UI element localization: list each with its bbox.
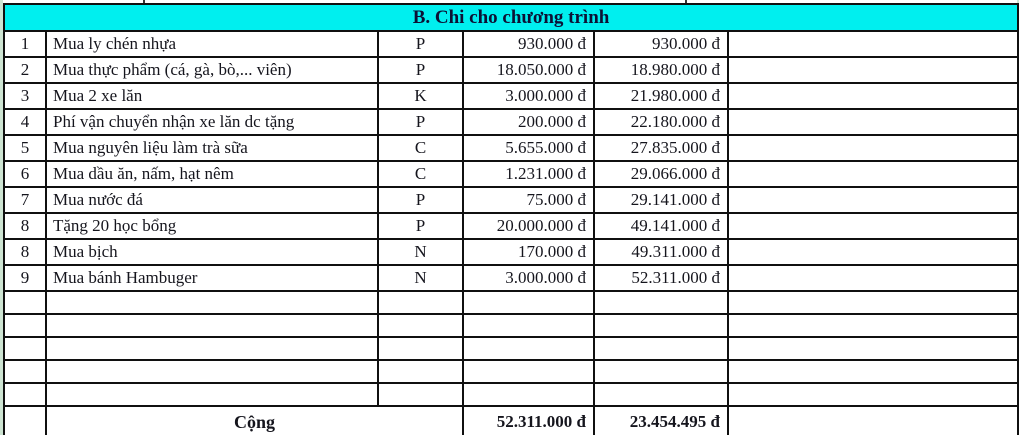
cell-total[interactable]: 29.141.000 đ (594, 187, 728, 213)
cell-amount[interactable]: 200.000 đ (463, 109, 594, 135)
cell-cat[interactable]: N (378, 239, 463, 265)
table-row (4, 31, 1018, 57)
cell-desc[interactable] (46, 291, 378, 314)
cell-extra[interactable] (728, 83, 1018, 109)
empty-row (4, 360, 1018, 383)
expense-table (3, 3, 1019, 435)
cell-no[interactable]: 6 (4, 161, 46, 187)
cell-extra[interactable] (728, 213, 1018, 239)
cell-cat[interactable]: P (378, 57, 463, 83)
cell-extra[interactable] (728, 314, 1018, 337)
cell-total[interactable]: 22.180.000 đ (594, 109, 728, 135)
cell-extra[interactable] (728, 406, 1018, 435)
cell-desc[interactable]: Mua thực phẩm (cá, gà, bò,... viên) (46, 57, 378, 83)
cell-no[interactable]: 8 (4, 213, 46, 239)
cell-no[interactable]: 9 (4, 265, 46, 291)
cell-total[interactable]: 27.835.000 đ (594, 135, 728, 161)
cell-desc[interactable] (46, 337, 378, 360)
cell-amount[interactable]: 75.000 đ (463, 187, 594, 213)
cell-desc[interactable]: Mua 2 xe lăn (46, 83, 378, 109)
cell-amount[interactable] (463, 360, 594, 383)
empty-row (4, 383, 1018, 406)
cell-extra[interactable] (728, 109, 1018, 135)
cell-extra[interactable] (728, 31, 1018, 57)
cell-no[interactable]: 1 (4, 31, 46, 57)
cell-total[interactable]: 49.311.000 đ (594, 239, 728, 265)
cell-no[interactable] (4, 291, 46, 314)
cell-cat[interactable]: C (378, 135, 463, 161)
cell-cat[interactable]: P (378, 213, 463, 239)
cell-desc[interactable]: Mua bịch (46, 239, 378, 265)
table-row (4, 187, 1018, 213)
cell-total[interactable] (594, 291, 728, 314)
cell-cat[interactable]: P (378, 31, 463, 57)
cell-total[interactable] (594, 337, 728, 360)
cell-extra[interactable] (728, 187, 1018, 213)
cell-amount[interactable] (463, 314, 594, 337)
cell-cat[interactable] (378, 360, 463, 383)
cell-amount[interactable]: 3.000.000 đ (463, 83, 594, 109)
table-row (4, 83, 1018, 109)
cell-amount[interactable]: 3.000.000 đ (463, 265, 594, 291)
cell-amount[interactable]: 170.000 đ (463, 239, 594, 265)
cell-no[interactable] (4, 314, 46, 337)
cell-no[interactable]: 5 (4, 135, 46, 161)
cell-extra[interactable] (728, 360, 1018, 383)
cell-amount[interactable]: 930.000 đ (463, 31, 594, 57)
cell-amount[interactable]: 5.655.000 đ (463, 135, 594, 161)
cell-total[interactable] (594, 360, 728, 383)
cell-total[interactable]: 52.311.000 đ (594, 265, 728, 291)
empty-row (4, 314, 1018, 337)
cell-amount[interactable] (463, 337, 594, 360)
table-row (4, 109, 1018, 135)
table-row (4, 239, 1018, 265)
cell-amount[interactable] (463, 383, 594, 406)
cell-desc[interactable]: Tặng 20 học bổng (46, 213, 378, 239)
cell-extra[interactable] (728, 291, 1018, 314)
cell-amount[interactable]: 20.000.000 đ (463, 213, 594, 239)
cell-extra[interactable] (728, 135, 1018, 161)
empty-row (4, 291, 1018, 314)
cell-desc[interactable]: Mua ly chén nhựa (46, 31, 378, 57)
cell-cat[interactable]: P (378, 187, 463, 213)
empty-row (4, 337, 1018, 360)
cell-total[interactable]: 21.980.000 đ (594, 83, 728, 109)
section-title-cell[interactable]: B. Chi cho chương trình (4, 4, 1018, 31)
cell-no[interactable]: 3 (4, 83, 46, 109)
cell-desc[interactable] (46, 314, 378, 337)
section-title-row (4, 4, 1018, 31)
cell-extra[interactable] (728, 383, 1018, 406)
cell-cat[interactable]: C (378, 161, 463, 187)
total-amount-cell[interactable]: 52.311.000 đ (463, 406, 594, 435)
cell-extra[interactable] (728, 337, 1018, 360)
cell-amount[interactable]: 1.231.000 đ (463, 161, 594, 187)
cell-amount[interactable] (463, 291, 594, 314)
cell-cat[interactable] (378, 314, 463, 337)
cell-cat[interactable] (378, 337, 463, 360)
cell-no[interactable]: 2 (4, 57, 46, 83)
cell-no[interactable]: 7 (4, 187, 46, 213)
cell-no[interactable] (4, 406, 46, 435)
cell-no[interactable] (4, 360, 46, 383)
cell-desc[interactable]: Phí vận chuyển nhận xe lăn dc tặng (46, 109, 378, 135)
cell-no[interactable]: 8 (4, 239, 46, 265)
cell-total[interactable]: 49.141.000 đ (594, 213, 728, 239)
cell-no[interactable] (4, 383, 46, 406)
cell-amount[interactable]: 18.050.000 đ (463, 57, 594, 83)
table-row (4, 161, 1018, 187)
cell-cat[interactable]: K (378, 83, 463, 109)
cell-total[interactable]: 29.066.000 đ (594, 161, 728, 187)
cell-total[interactable]: 930.000 đ (594, 31, 728, 57)
table-row (4, 265, 1018, 291)
cell-extra[interactable] (728, 161, 1018, 187)
cell-extra[interactable] (728, 265, 1018, 291)
cell-no[interactable]: 4 (4, 109, 46, 135)
total-label-cell[interactable]: Cộng (46, 406, 463, 435)
cell-desc[interactable]: Mua nguyên liệu làm trà sữa (46, 135, 378, 161)
table-row (4, 135, 1018, 161)
cell-total[interactable] (594, 314, 728, 337)
cell-cat[interactable]: P (378, 109, 463, 135)
cell-desc[interactable] (46, 360, 378, 383)
cell-total[interactable] (594, 383, 728, 406)
cell-desc[interactable]: Mua dầu ăn, nấm, hạt nêm (46, 161, 378, 187)
cell-extra[interactable] (728, 239, 1018, 265)
total-row (4, 406, 1018, 435)
cell-cat[interactable]: N (378, 265, 463, 291)
cell-cat[interactable] (378, 383, 463, 406)
cell-total[interactable]: 18.980.000 đ (594, 57, 728, 83)
cell-desc[interactable]: Mua nước đá (46, 187, 378, 213)
table-row (4, 213, 1018, 239)
cell-no[interactable] (4, 337, 46, 360)
total-cumulative-cell[interactable]: 23.454.495 đ (594, 406, 728, 435)
cell-desc[interactable] (46, 383, 378, 406)
cell-desc[interactable]: Mua bánh Hambuger (46, 265, 378, 291)
table-row (4, 57, 1018, 83)
cell-cat[interactable] (378, 291, 463, 314)
cell-extra[interactable] (728, 57, 1018, 83)
